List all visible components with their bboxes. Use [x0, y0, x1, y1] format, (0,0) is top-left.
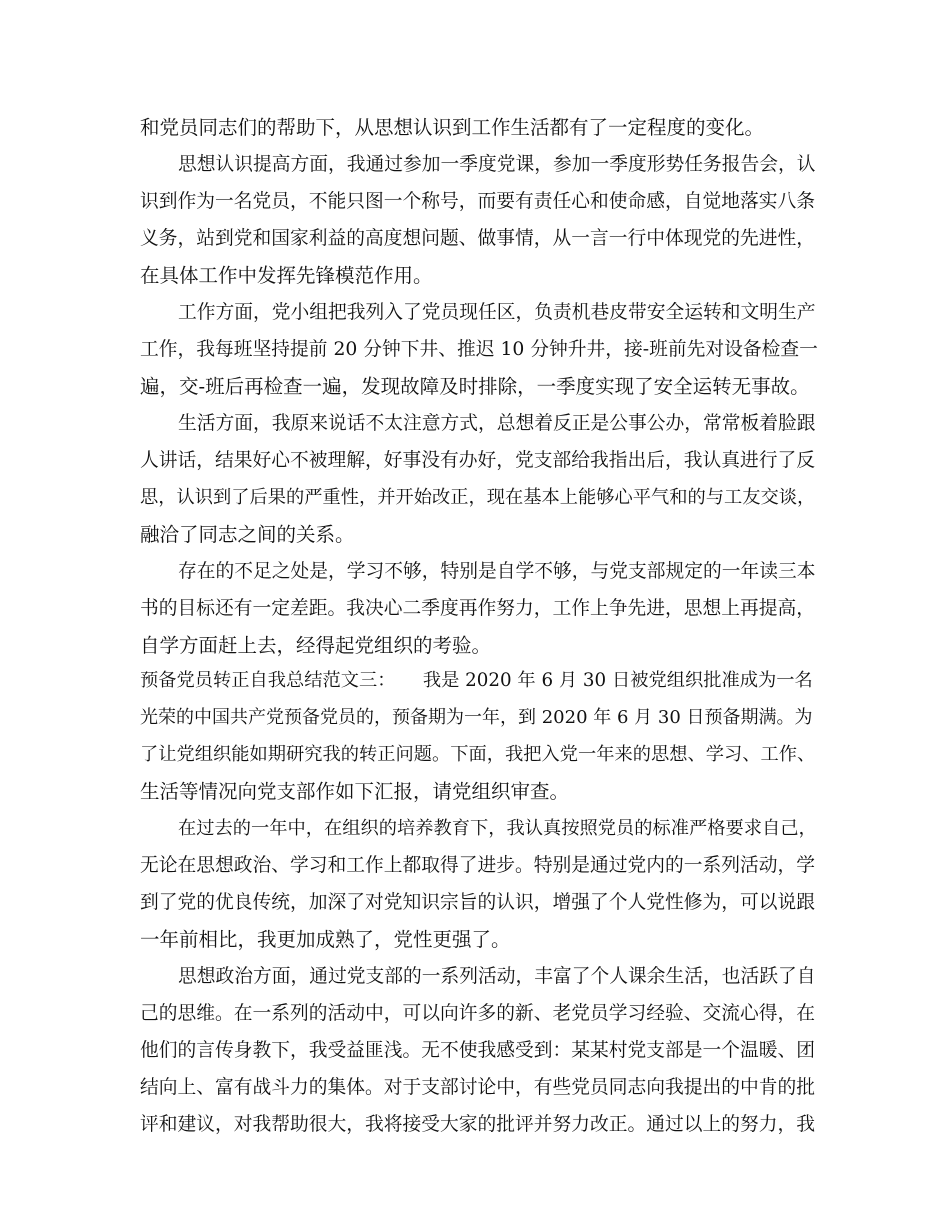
text-line: 无论在思想政治、学习和工作上都取得了进步。特别是通过党内的一系列活动，学 — [140, 855, 815, 876]
text-line: 一年前相比，我更加成熟了，党性更强了。 — [140, 928, 511, 951]
text-line: 自学方面赶上去，经得起党组织的考验。 — [140, 634, 492, 657]
text-line: 义务，站到党和国家利益的高度想问题、做事情，从一言一行中体现党的先进性， — [140, 228, 815, 249]
paragraph-start-line: 工作方面，党小组把我列入了党员现任区，负责机巷皮带安全运转和文明生产 — [178, 302, 816, 323]
text-line: 了让党组织能如期研究我的转正问题。下面，我把入党一年来的思想、学习、工作、 — [140, 744, 816, 765]
paragraph-start-line: 生活方面，我原来说话不太注意方式，总想着反正是公事公办，常常板着脸跟 — [178, 413, 816, 434]
section-heading-line: 预备党员转正自我总结范文三： 我是 2020 年 6 月 30 日被党组织批准成为一名 — [140, 670, 813, 691]
text-line: 书的目标还有一定差距。我决心二季度再作努力，工作上争先进，思想上再提高， — [140, 598, 815, 619]
paragraph-start-line: 思想认识提高方面，我通过参加一季度党课，参加一季度形势任务报告会，认 — [178, 154, 816, 175]
paragraph-start-line: 存在的不足之处是，学习不够，特别是自学不够，与党支部规定的一年读三本 — [178, 561, 816, 582]
text-line: 到了党的优良传统，加深了对党知识宗旨的认识，增强了个人党性修为，可以说跟 — [140, 892, 815, 913]
text-line: 光荣的中国共产党预备党员的，预备期为一年，到 2020 年 6 月 30 日预备期满。为 — [140, 707, 813, 728]
text-line: 结向上、富有战斗力的集体。对于支部讨论中，有些党员同志向我提出的中肯的批 — [140, 1077, 815, 1098]
text-line: 思，认识到了后果的严重性，并开始改正，现在基本上能够心平气和的与工友交谈， — [140, 487, 816, 508]
text-line: 和党员同志们的帮助下，从思想认识到工作生活都有了一定程度的变化。 — [140, 116, 765, 139]
text-line: 工作，我每班坚持提前 20 分钟下井、推迟 10 分钟升井，接-班前先对设备检查一 — [140, 339, 818, 360]
text-line: 他们的言传身教下，我受益匪浅。无不使我感受到：某某村党支部是一个温暖、团 — [140, 1040, 815, 1061]
text-line: 在具体工作中发挥先锋模范作用。 — [140, 264, 433, 287]
text-line: 己的思维。在一系列的活动中，可以向许多的新、老党员学习经验、交流心得，在 — [140, 1003, 815, 1024]
paragraph-start-line: 思想政治方面，通过党支部的一系列活动，丰富了个人课余生活，也活跃了自 — [178, 966, 816, 987]
text-line: 人讲话，结果好心不被理解，好事没有办好，党支部给我指出后，我认真进行了反 — [140, 450, 815, 471]
text-line: 生活等情况向党支部作如下汇报，请党组织审查。 — [140, 780, 570, 803]
paragraph-start-line: 在过去的一年中，在组织的培养教育下，我认真按照党员的标准严格要求自己， — [178, 818, 817, 839]
text-line: 识到作为一名党员，不能只图一个称号，而要有责任心和使命感，自觉地落实八条 — [140, 191, 815, 212]
text-line: 评和建议，对我帮助很大，我将接受大家的批评并努力改正。通过以上的努力，我 — [140, 1114, 815, 1135]
text-line: 融洽了同志之间的关系。 — [140, 523, 355, 546]
text-line: 遍，交-班后再检查一遍，发现故障及时排除，一季度实现了安全运转无事故。 — [140, 375, 810, 398]
